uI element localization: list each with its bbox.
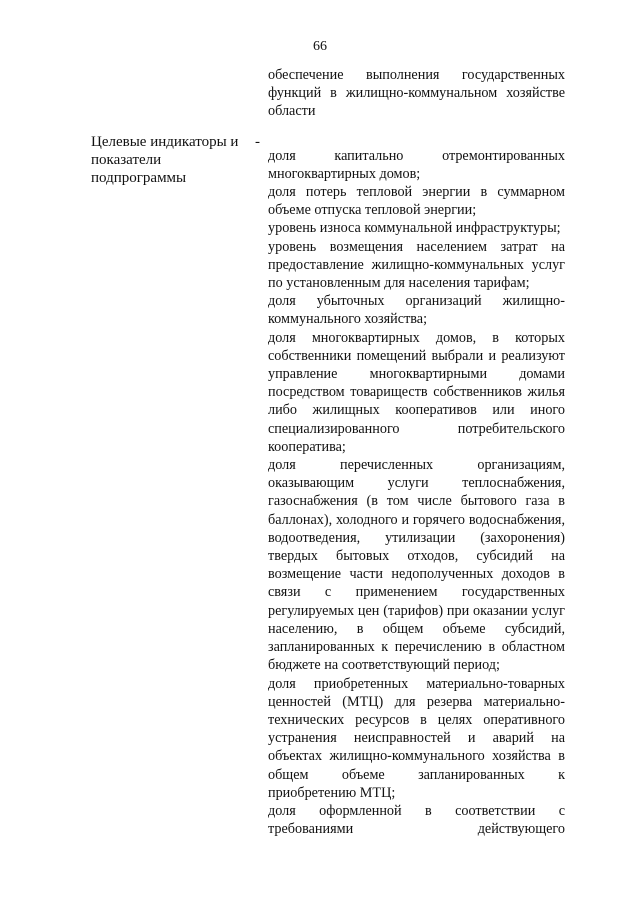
indicator-item: уровень возмещения населением затрат на предоставление жилищно-коммунальных услуг по установленным для населения тарифам; xyxy=(268,238,565,292)
indicator-list xyxy=(268,147,565,839)
page-number: 66 xyxy=(313,39,327,54)
indicator-item: доля приобретенных материально-товарных ценностей (МТЦ) для резерва материально-технических ресурсов в целях оперативного устранения неисправностей и аварий на объектах жилищно-коммунального хозяйства в общем объеме запланированных к приобретению МТЦ; xyxy=(268,675,565,801)
indicator-item: уровень износа коммунальной инфраструктуры; xyxy=(268,220,561,237)
indicator-item: доля многоквартирных домов, в которых собственники помещений выбрали и реализуют управление многоквартирными домами посредством товариществ собственников жилья либо жилищных кооперативов или иного специализированного потребительского кооператива; xyxy=(268,329,565,455)
continuation-text: обеспечение выполнения государственных функций в жилищно-коммунальном хозяйстве области xyxy=(268,67,565,120)
right-column xyxy=(268,66,565,838)
indicator-item: доля убыточных организаций жилищно-коммунального хозяйства; xyxy=(268,293,565,328)
indicator-item: доля потерь тепловой энергии в суммарном объеме отпуска тепловой энергии; xyxy=(268,184,565,219)
label-dash: - xyxy=(255,134,260,150)
indicator-item: доля оформленной в соответствии с требованиями действующего xyxy=(268,802,565,838)
section-label: Целевые индикаторы и показатели подпрограммы xyxy=(91,134,239,186)
indicator-item: доля перечисленных организациям, оказывающим услуги теплоснабжения, газоснабжения (в том числе бытового газа в баллонах), холодного и горячего водоснабжения, водоотведения, утилизации (захоронения) твердых бытовых отходов, субсидий на возмещение части недополученных доходов в связи с применением государственных регулируемых цен (тарифов) при оказании услуг населению, в общем объеме субсидий, запланированных к перечислению в областном бюджете на соответствующий период; xyxy=(268,457,565,674)
indicator-item: доля капитально отремонтированных многоквартирных домов; xyxy=(268,147,565,182)
